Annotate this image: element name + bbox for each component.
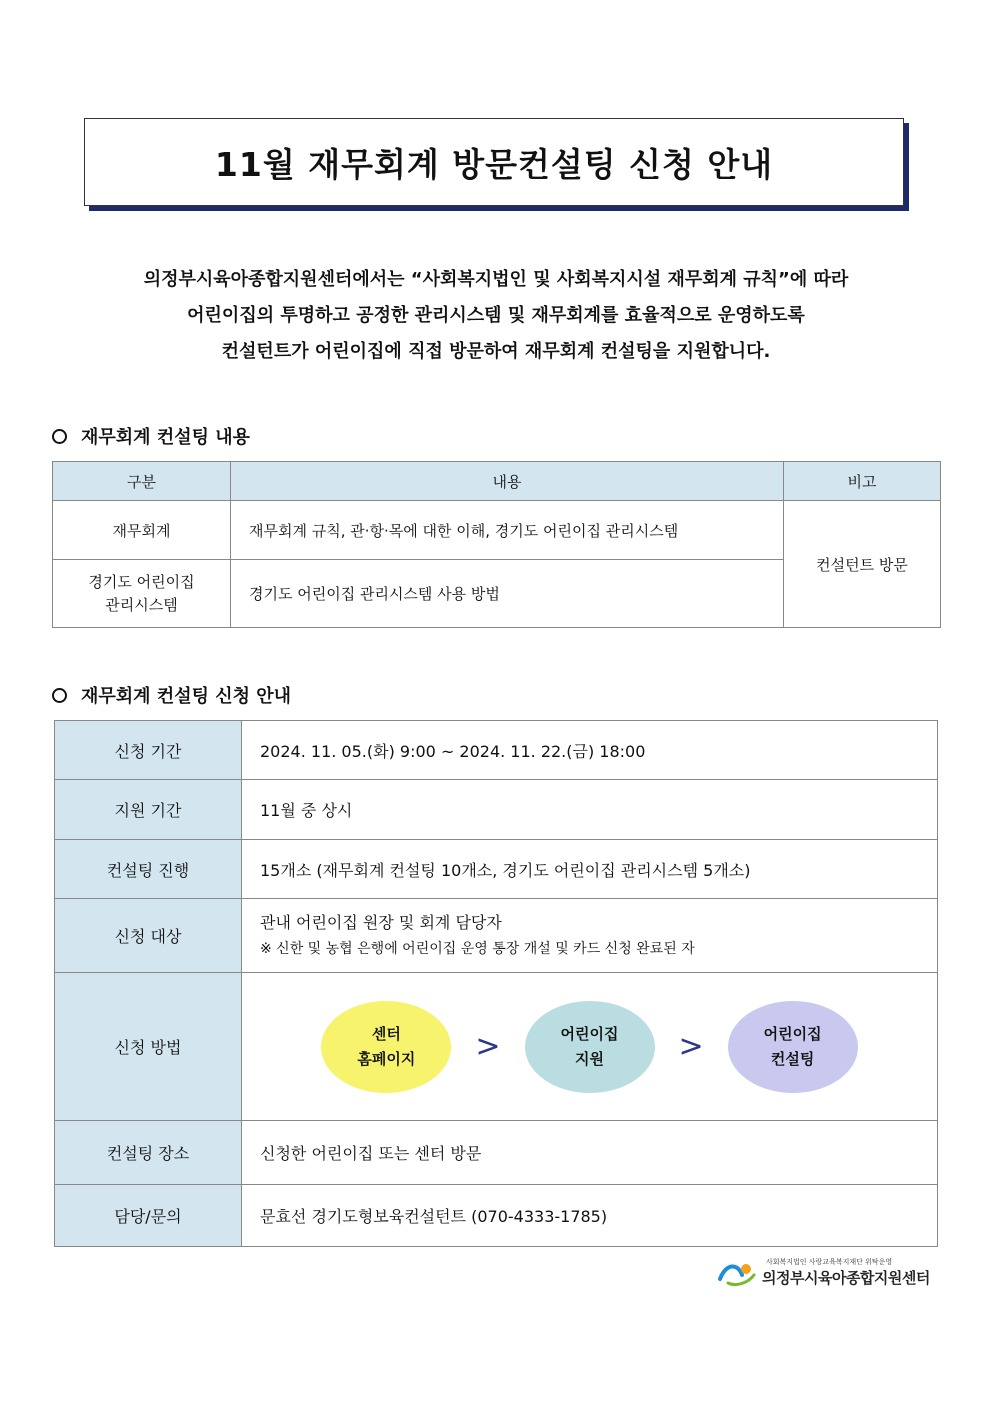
table-row: [55, 780, 938, 840]
section2-heading-text: 재무회계 컨설팅 신청 안내: [81, 686, 292, 707]
center-logo: [716, 1257, 938, 1287]
col-header-category: 구분: [53, 462, 231, 501]
place-label: 컨설팅 장소: [55, 1121, 242, 1185]
support-label: 지원 기간: [55, 780, 242, 840]
method-cell: [242, 973, 938, 1121]
step-line: 어린이집: [763, 1024, 822, 1043]
col-header-note: 비고: [784, 462, 941, 501]
step-line: 컨설팅: [770, 1049, 815, 1068]
row-content: 재무회계 규칙, 관·항·목에 대한 이해, 경기도 어린이집 관리시스템: [231, 501, 784, 560]
circle-bullet-icon: [52, 429, 67, 444]
section2-heading: [52, 682, 291, 708]
table-row: [55, 840, 938, 899]
row-note: 컨설턴트 방문: [784, 501, 941, 628]
step-line: 센터: [371, 1024, 401, 1043]
step-homepage: [321, 1001, 451, 1093]
section1-heading-text: 재무회계 컨설팅 내용: [81, 427, 251, 448]
row-category-line: 관리시스템: [105, 595, 178, 614]
table-row: [55, 973, 938, 1121]
table-row: [55, 721, 938, 780]
intro-line: 의정부시육아종합지원센터에서는 “사회복지법인 및 사회복지시설 재무회계 규칙”에 따라: [143, 269, 849, 290]
logo-subtitle: 사회복지법인 사랑교육복지재단 위탁운영: [766, 1257, 893, 1266]
method-flow: [243, 1001, 936, 1093]
target-label: 신청 대상: [55, 899, 242, 973]
method-label: 신청 방법: [55, 973, 242, 1121]
place-value: 신청한 어린이집 또는 센터 방문: [242, 1121, 938, 1185]
progress-label: 컨설팅 진행: [55, 840, 242, 899]
target-cell: [242, 899, 938, 973]
table-row: [55, 1121, 938, 1185]
step-line: 지원: [575, 1049, 604, 1068]
row-category-line: 경기도 어린이집: [88, 572, 195, 591]
step-line: 홈페이지: [357, 1049, 416, 1068]
title-box: [84, 118, 904, 206]
progress-value: 15개소 (재무회계 컨설팅 10개소, 경기도 어린이집 관리시스템 5개소): [242, 840, 938, 899]
chevron-right-icon: >: [678, 1029, 704, 1064]
target-value: 관내 어린이집 원장 및 회계 담당자: [260, 912, 502, 932]
support-value: 11월 중 상시: [242, 780, 938, 840]
intro-line: 어린이집의 투명하고 공정한 관리시스템 및 재무회계를 효율적으로 운영하도록: [187, 305, 805, 326]
circle-bullet-icon: [52, 688, 67, 703]
row-content: 경기도 어린이집 관리시스템 사용 방법: [231, 560, 784, 628]
page-title: 11월 재무회계 방문컨설팅 신청 안내: [214, 144, 774, 184]
row-category: 재무회계: [53, 501, 231, 560]
col-header-content: 내용: [231, 462, 784, 501]
row-category: [53, 560, 231, 628]
contact-value: 문효선 경기도형보육컨설턴트 (070-4333-1785): [242, 1185, 938, 1247]
contact-label: 담당/문의: [55, 1185, 242, 1247]
intro-line: 컨설턴트가 어린이집에 직접 방문하여 재무회계 컨설팅을 지원합니다.: [221, 341, 771, 362]
period-value: 2024. 11. 05.(화) 9:00 ~ 2024. 11. 22.(금) 18:00: [242, 721, 938, 780]
intro-text: [0, 262, 992, 370]
step-daycare-consulting: [728, 1001, 858, 1093]
consulting-content-table: [52, 461, 941, 628]
table-row: [53, 501, 941, 560]
section1-heading: [52, 423, 250, 449]
table-row: [55, 899, 938, 973]
target-note: ※ 신한 및 농협 은행에 어린이집 운영 통장 개설 및 카드 신청 완료된 자: [260, 940, 695, 957]
chevron-right-icon: >: [475, 1029, 501, 1064]
step-daycare-apply: [525, 1001, 655, 1093]
application-info-table: [54, 720, 938, 1247]
logo-name: 의정부시육아종합지원센터: [762, 1268, 930, 1287]
period-label: 신청 기간: [55, 721, 242, 780]
table-row: [55, 1185, 938, 1247]
step-line: 어린이집: [560, 1024, 619, 1043]
